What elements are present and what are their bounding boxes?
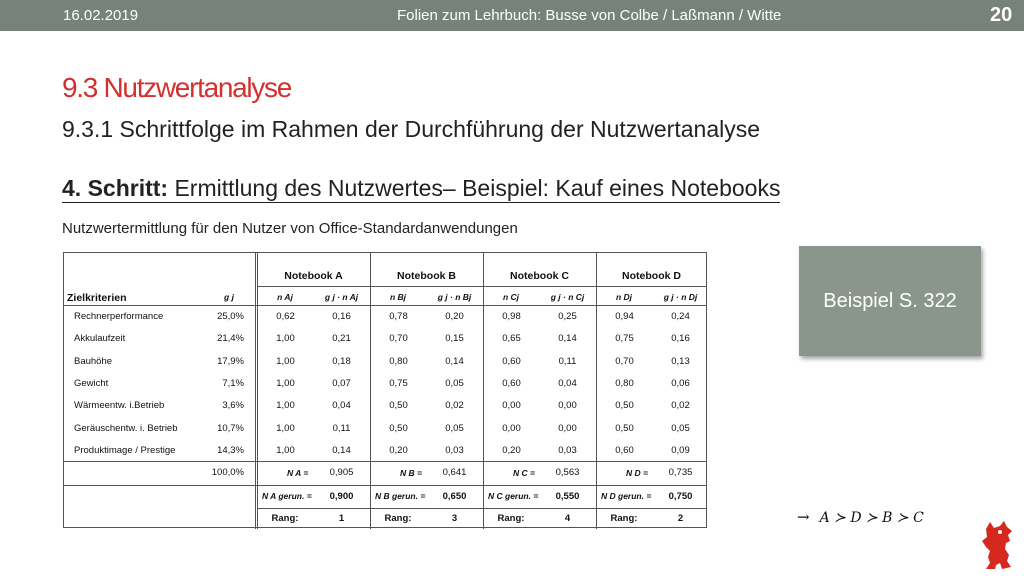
header-footer-text: Folien zum Lehrbuch: Busse von Colbe / Laßmann / Witte <box>397 7 782 24</box>
table-grid-line <box>257 286 707 287</box>
utility-value: 0,641 <box>442 467 467 478</box>
table-cell-value: 0,11 <box>332 422 351 434</box>
table-cell-value: 0,05 <box>445 377 464 389</box>
rounded-utility-value: 0,900 <box>329 491 354 502</box>
criterion-name: Bauhöhe <box>74 355 113 367</box>
sub-header-gn: g j · n Bj <box>437 292 472 302</box>
table-cell-value: 0,05 <box>671 422 690 434</box>
step-heading <box>62 175 780 203</box>
rank-value: 3 <box>451 513 458 524</box>
table-cell-value: 0,50 <box>389 400 408 412</box>
table-cell-value: 0,03 <box>558 444 577 456</box>
utility-label: N D = <box>626 468 648 478</box>
criterion-weight: 17,9% <box>217 355 244 367</box>
criterion-weight: 3,6% <box>222 400 244 412</box>
table-cell-value: 0,11 <box>558 355 577 367</box>
table-cell-value: 0,98 <box>502 311 521 322</box>
step-label: 4. Schritt: <box>62 175 169 201</box>
page-number: 20 <box>990 4 1013 26</box>
table-cell-value: 0,80 <box>615 377 634 389</box>
table-cell-value: 0,02 <box>445 400 464 412</box>
table-grid-line <box>257 508 707 509</box>
criterion-name: Rechnerperformance <box>74 311 164 322</box>
bear-logo-icon <box>978 519 1018 571</box>
table-cell-value: 0,60 <box>502 355 521 367</box>
criterion-name: Akkulaufzeit <box>74 333 126 345</box>
table-grid-line <box>64 485 707 486</box>
table-cell-value: 1,00 <box>276 444 295 456</box>
table-cell-value: 0,16 <box>332 311 351 322</box>
step-text: Ermittlung des Nutzwertes– Beispiel: Kauf eines Notebooks <box>168 175 781 201</box>
rounded-utility-label: N A gerun. = <box>262 491 312 501</box>
criterion-weight: 7,1% <box>222 377 244 389</box>
table-grid-line <box>64 305 707 306</box>
criterion-name: Wärmeentw. i.Betrieb <box>74 400 165 412</box>
criteria-column-header: Zielkriterien <box>67 292 127 304</box>
table-cell-value: 0,07 <box>332 377 351 389</box>
header-date: 16.02.2019 <box>63 7 139 24</box>
arrow-icon: → <box>797 508 810 526</box>
table-cell-value: 0,04 <box>558 377 577 389</box>
criterion-weight: 25,0% <box>217 311 244 322</box>
table-caption: Nutzwertermittlung für den Nutzer von Office-Standardanwendungen <box>62 220 518 237</box>
table-cell-value: 0,20 <box>389 444 408 456</box>
rounded-utility-value: 0,750 <box>668 491 693 502</box>
rank-label: Rang: <box>271 513 299 524</box>
table-cell-value: 0,06 <box>671 377 690 389</box>
table-cell-value: 0,75 <box>389 377 408 389</box>
table-cell-value: 0,16 <box>671 333 690 345</box>
table-cell-value: 0,14 <box>558 333 577 345</box>
ranking-text: A ≻ D ≻ B ≻ C <box>819 510 924 526</box>
table-cell-value: 0,00 <box>558 400 577 412</box>
sub-header-n: n Dj <box>615 292 633 302</box>
table-cell-value: 0,13 <box>671 355 690 367</box>
table-cell-value: 1,00 <box>276 377 295 389</box>
table-cell-value: 0,25 <box>558 311 577 322</box>
table-cell-value: 0,24 <box>671 311 690 322</box>
notebook-header: Notebook D <box>622 270 681 282</box>
table-cell-value: 0,05 <box>445 422 464 434</box>
table-cell-value: 0,02 <box>671 400 690 412</box>
table-cell-value: 0,04 <box>332 400 351 412</box>
table-cell-value: 1,00 <box>276 422 295 434</box>
utility-label: N B = <box>400 468 422 478</box>
rank-value: 1 <box>338 513 345 524</box>
rounded-utility-value: 0,550 <box>555 491 580 502</box>
rank-label: Rang: <box>497 513 525 524</box>
table-cell-value: 0,70 <box>389 333 408 345</box>
section-title: 9.3 Nutzwertanalyse <box>62 72 291 103</box>
rounded-utility-label: N C gerun. = <box>488 491 539 501</box>
table-cell-value: 0,15 <box>445 333 464 345</box>
subtitle: 9.3.1 Schrittfolge im Rahmen der Durchführung der Nutzwertanalyse <box>62 116 761 142</box>
table-cell-value: 1,00 <box>276 400 295 412</box>
sub-header-n: n Cj <box>502 292 520 302</box>
criterion-name: Gewicht <box>74 377 109 389</box>
sub-header-n: n Aj <box>277 292 293 302</box>
rounded-utility-label: N B gerun. = <box>375 491 426 501</box>
rounded-utility-label: N D gerun. = <box>601 491 652 501</box>
table-cell-value: 0,60 <box>615 444 634 456</box>
sub-header-gn: g j · n Cj <box>550 292 585 302</box>
notebook-header: Notebook A <box>284 270 343 282</box>
sub-header-gn: g j · n Aj <box>324 292 359 302</box>
table-cell-value: 0,78 <box>389 311 408 322</box>
table-cell-value: 0,94 <box>615 311 634 322</box>
table-cell-value: 0,03 <box>445 444 464 456</box>
table-cell-value: 0,14 <box>445 355 464 367</box>
table-cell-value: 0,14 <box>332 444 351 456</box>
table-cell-value: 0,00 <box>502 400 521 412</box>
table-cell-value: 0,20 <box>502 444 521 456</box>
notebook-header: Notebook B <box>397 270 456 282</box>
table-cell-value: 0,70 <box>615 355 634 367</box>
table-grid-line <box>64 461 707 462</box>
table-cell-value: 0,18 <box>332 355 351 367</box>
table-cell-value: 0,00 <box>558 422 577 434</box>
table-cell-value: 0,21 <box>332 333 351 345</box>
criterion-weight: 14,3% <box>217 444 244 456</box>
table-cell-value: 0,80 <box>389 355 408 367</box>
utility-value: 0,905 <box>329 467 354 478</box>
example-reference-box: Beispiel S. 322 <box>799 246 981 356</box>
utility-value: 0,563 <box>555 467 580 478</box>
notebook-header: Notebook C <box>510 270 569 282</box>
table-cell-value: 0,65 <box>502 333 521 345</box>
table-cell-value: 0,62 <box>276 311 295 322</box>
rank-value: 4 <box>564 513 571 524</box>
table-cell-value: 1,00 <box>276 355 295 367</box>
utility-label: N A = <box>287 468 309 478</box>
table-cell-value: 0,60 <box>502 377 521 389</box>
rank-label: Rang: <box>610 513 638 524</box>
criterion-weight: 21,4% <box>217 333 244 345</box>
table-cell-value: 0,50 <box>615 400 634 412</box>
sub-header-gn: g j · n Dj <box>663 292 698 302</box>
table-cell-value: 0,20 <box>445 311 464 322</box>
criterion-name: Produktimage / Prestige <box>74 444 176 456</box>
weight-column-header: g j <box>224 292 234 302</box>
table-cell-value: 0,50 <box>615 422 634 434</box>
table-cell-value: 0,00 <box>502 422 521 434</box>
table-cell-value: 0,09 <box>671 444 690 456</box>
criterion-weight: 10,7% <box>217 422 244 434</box>
rank-label: Rang: <box>384 513 412 524</box>
table-grid-line <box>255 253 256 529</box>
total-weight: 100,0% <box>211 467 244 478</box>
table-cell-value: 0,50 <box>389 422 408 434</box>
utility-label: N C = <box>513 468 535 478</box>
sub-header-n: n Bj <box>389 292 407 302</box>
utility-table <box>63 252 707 528</box>
criterion-name: Geräuschentw. i. Betrieb <box>74 422 178 434</box>
table-cell-value: 0,75 <box>615 333 634 345</box>
header-bar <box>0 0 1024 31</box>
rounded-utility-value: 0,650 <box>442 491 467 502</box>
table-cell-value: 1,00 <box>276 333 295 345</box>
ranking-result <box>797 508 924 526</box>
rank-value: 2 <box>677 513 684 524</box>
utility-value: 0,735 <box>668 467 693 478</box>
